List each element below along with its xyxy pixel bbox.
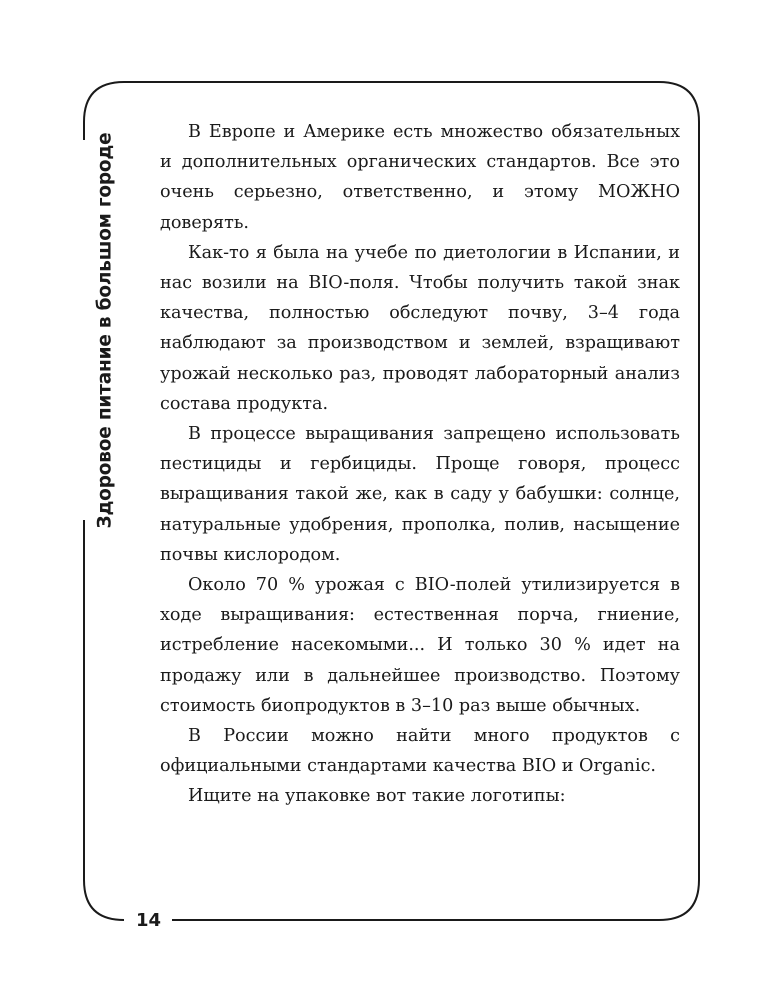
page-number: 14 bbox=[136, 910, 162, 931]
paragraph: Около 70 % урожая с BIO-полей утилизируется в ходе выращивания: естественная порча, гниение, истребление насекомыми... И только 30 % идет на продажу или в дальнейшее производство. Поэтому стоимость биопродуктов в 3–10 раз выше обычных. bbox=[160, 575, 680, 716]
body-text bbox=[160, 117, 680, 812]
paragraph: Как-то я была на учебе по диетологии в Испании, и нас возили на BIO-поля. Чтобы получить такой знак качества, полностью обследуют почву, 3–4 года наблюдают за производством и землей, взращивают урожай несколько раз, проводят лабораторный анализ состава продукта. bbox=[160, 242, 680, 414]
paragraph: В Европе и Америке есть множество обязательных и дополнительных органических стандартов. Все это очень серьезно, ответственно, и этому МОЖНО доверять. bbox=[160, 122, 680, 233]
running-head bbox=[83, 132, 127, 528]
paragraph: В России можно найти много продуктов с официальными стандартами качества BIO и Organic. bbox=[160, 726, 680, 777]
paragraph: В процессе выращивания запрещено использовать пестициды и гербициды. Проще говоря, процесс выращивания такой же, как в саду у бабушки: солнце, натуральные удобрения, прополка, полив, насыщение почвы кислородом. bbox=[160, 424, 680, 565]
paragraph: Ищите на упаковке вот такие логотипы: bbox=[188, 786, 566, 807]
running-head-text: Здоровое питание в большом городе bbox=[94, 132, 116, 528]
